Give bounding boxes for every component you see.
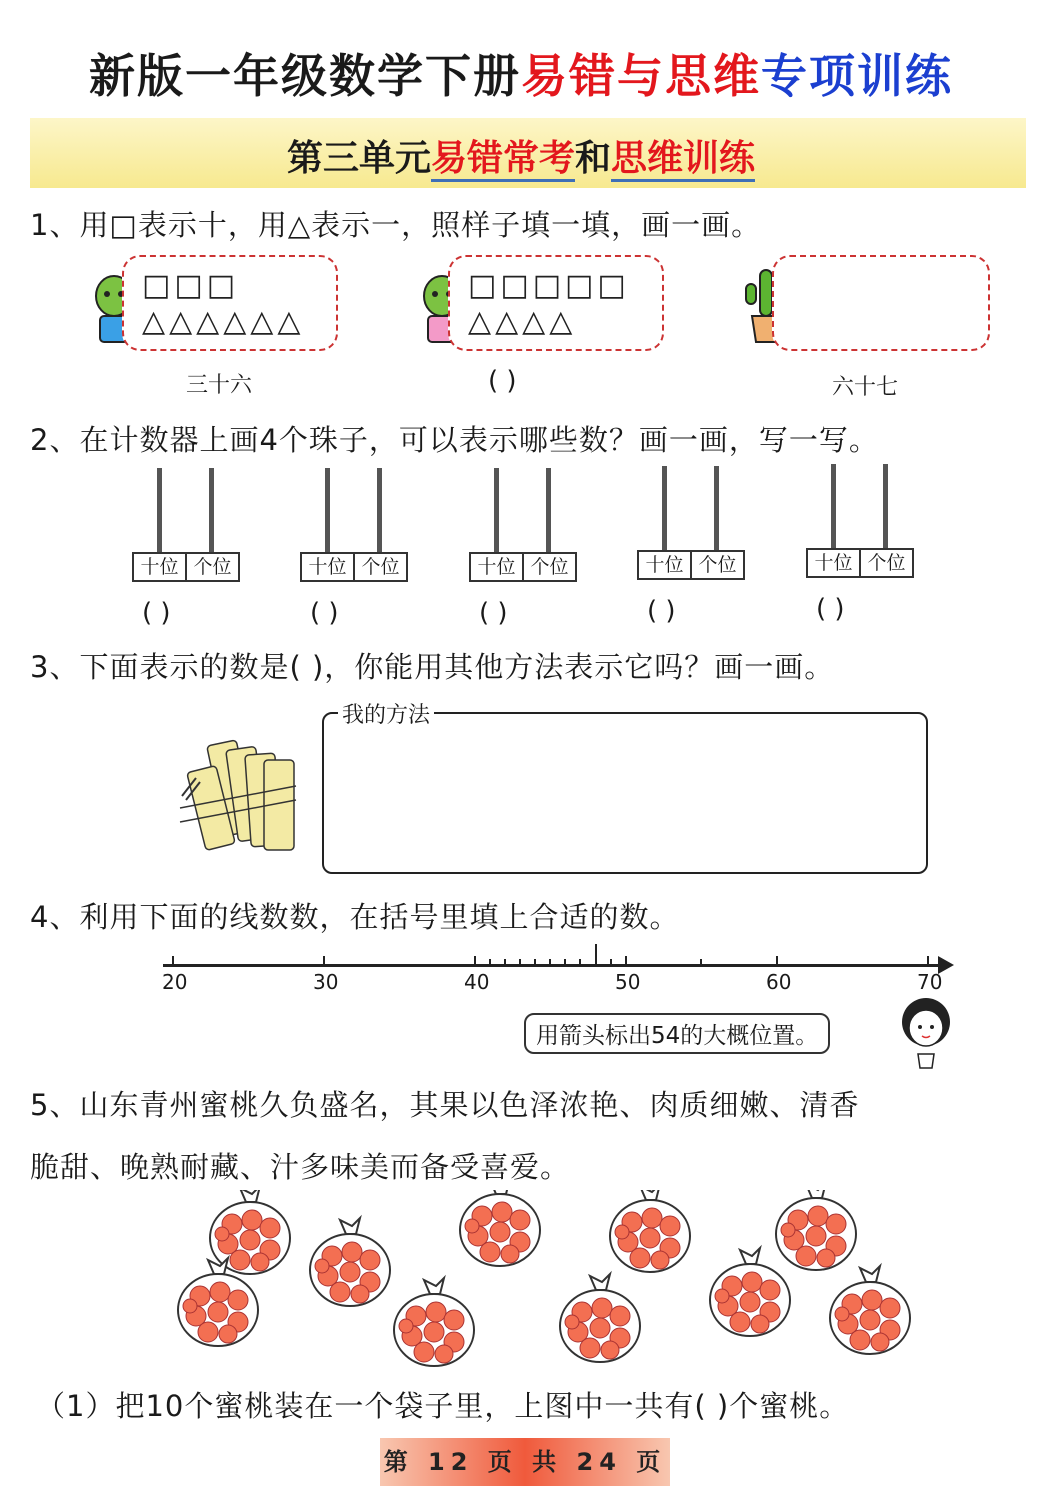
ones-label: 个位 bbox=[859, 550, 912, 576]
minor-tick bbox=[504, 959, 506, 966]
abacus-rod bbox=[494, 468, 499, 552]
page-number: 第 12 页 共 24 页 bbox=[380, 1438, 670, 1486]
tick bbox=[323, 956, 325, 966]
answer-box-2 bbox=[448, 255, 664, 351]
abacus-rod bbox=[377, 468, 382, 552]
question-2-text: 2、在计数器上画4个珠子，可以表示哪些数？画一画，写一写。 bbox=[30, 423, 879, 457]
abacus-rod bbox=[325, 468, 330, 552]
marker-tick bbox=[595, 944, 597, 966]
tick-label-60: 60 bbox=[766, 970, 792, 994]
abacus-rod bbox=[546, 468, 551, 552]
abacus-base bbox=[300, 552, 408, 582]
abacus-base bbox=[469, 552, 577, 582]
question-5-sub1: （1）把10个蜜桃装在一个袋子里，上图中一共有( )个蜜桃。 bbox=[36, 1389, 850, 1423]
question-3-text: 3、下面表示的数是( )，你能用其他方法表示它吗？画一画。 bbox=[30, 650, 835, 684]
tick bbox=[776, 956, 778, 966]
unit-red2: 思维训练 bbox=[611, 138, 755, 182]
ones-label: 个位 bbox=[353, 554, 406, 580]
tick bbox=[172, 956, 174, 966]
tick-label-50: 50 bbox=[615, 970, 641, 994]
abacus-rod bbox=[209, 468, 214, 552]
label-2[interactable]: ( ) bbox=[488, 366, 517, 396]
tick-label-70: 70 bbox=[917, 970, 943, 994]
question-1-text: 1、用□表示十，用△表示一，照样子填一填，画一画。 bbox=[30, 208, 762, 242]
ones-label: 个位 bbox=[522, 554, 575, 580]
ones-label: 个位 bbox=[690, 552, 743, 578]
tick-label-30: 30 bbox=[313, 970, 339, 994]
my-method-label: 我的方法 bbox=[338, 698, 434, 729]
tick-label-20: 20 bbox=[162, 970, 188, 994]
stick-bundles-image bbox=[176, 738, 300, 854]
minor-tick bbox=[700, 959, 702, 966]
ones-label: 个位 bbox=[185, 554, 238, 580]
minor-tick bbox=[549, 959, 551, 966]
question-4-text: 4、利用下面的线数数，在括号里填上合适的数。 bbox=[30, 900, 680, 934]
title-blue: 专项训练 bbox=[761, 49, 953, 103]
answer-box-1 bbox=[122, 255, 338, 351]
abacus-rod bbox=[883, 464, 888, 548]
label-3: 六十七 bbox=[832, 375, 899, 400]
triangles-1: △△△△△△ bbox=[142, 304, 305, 339]
abacus-rod bbox=[662, 466, 667, 550]
answer-box-3[interactable] bbox=[772, 255, 990, 351]
girl-icon bbox=[896, 996, 958, 1070]
minor-tick bbox=[610, 959, 612, 966]
tens-label: 十位 bbox=[814, 552, 853, 574]
triangles-2: △△△△ bbox=[468, 304, 577, 339]
unit-mid: 和 bbox=[575, 138, 612, 179]
tick bbox=[927, 956, 929, 966]
title-red: 易错与思维 bbox=[521, 49, 761, 103]
unit-prefix: 第三单元 bbox=[286, 138, 431, 179]
page-title bbox=[0, 40, 1042, 106]
tick-label-40: 40 bbox=[464, 970, 490, 994]
tens-label: 十位 bbox=[645, 554, 684, 576]
minor-tick bbox=[519, 959, 521, 966]
minor-tick bbox=[564, 959, 566, 966]
abacus-answer[interactable]: ( ) bbox=[310, 598, 339, 628]
tens-label: 十位 bbox=[140, 556, 179, 578]
hint-bubble: 用箭头标出54的大概位置。 bbox=[524, 1013, 830, 1054]
minor-tick bbox=[579, 959, 581, 966]
abacus-rod bbox=[831, 464, 836, 548]
question-5-line1: 5、山东青州蜜桃久负盛名，其果以色泽浓艳、肉质细嫩、清香 bbox=[30, 1088, 860, 1122]
tick bbox=[625, 956, 627, 966]
tens-label: 十位 bbox=[308, 556, 347, 578]
question-5-line2: 脆甜、晚熟耐藏、汁多味美而备受喜爱。 bbox=[30, 1150, 571, 1184]
title-black: 新版一年级数学下册 bbox=[89, 49, 521, 103]
tick bbox=[474, 956, 476, 966]
unit-title bbox=[0, 130, 1042, 181]
abacus-base bbox=[132, 552, 240, 582]
label-1: 三十六 bbox=[186, 373, 253, 398]
abacus-rod bbox=[157, 468, 162, 552]
number-line bbox=[163, 964, 943, 967]
abacus-rod bbox=[714, 466, 719, 550]
abacus-answer[interactable]: ( ) bbox=[142, 598, 171, 628]
minor-tick bbox=[534, 959, 536, 966]
abacus-answer[interactable]: ( ) bbox=[647, 596, 676, 626]
unit-red1: 易错常考 bbox=[431, 138, 575, 182]
tens-label: 十位 bbox=[477, 556, 516, 578]
squares-1: □□□ bbox=[142, 268, 240, 303]
my-method-box[interactable] bbox=[322, 712, 928, 874]
abacus-base bbox=[806, 548, 914, 578]
abacus-answer[interactable]: ( ) bbox=[816, 594, 845, 624]
abacus-base bbox=[637, 550, 745, 580]
peach-bags-illustration bbox=[170, 1190, 950, 1370]
minor-tick bbox=[489, 959, 491, 966]
abacus-answer[interactable]: ( ) bbox=[479, 598, 508, 628]
squares-2: □□□□□ bbox=[468, 268, 630, 303]
